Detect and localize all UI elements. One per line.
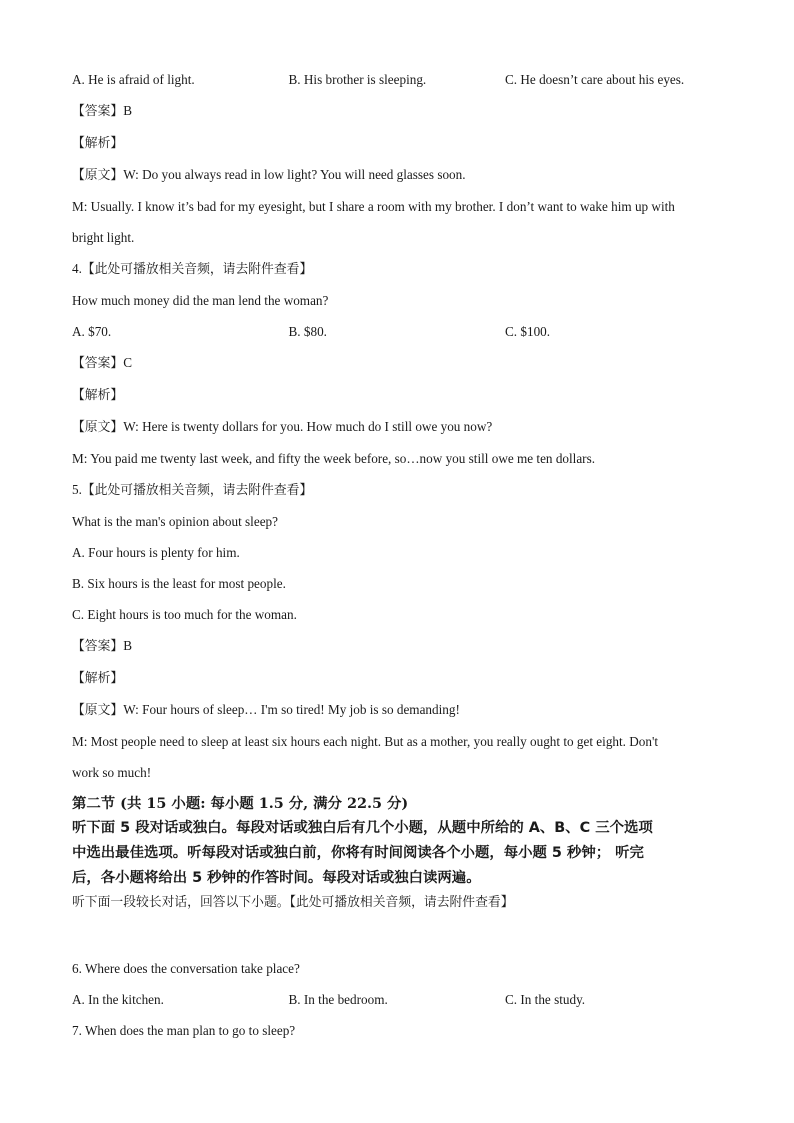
transcript-text: W: Four hours of sleep… I'm so tired! My job is so demanding!	[123, 702, 460, 717]
analysis-label: 【解析】	[72, 671, 124, 686]
q3-transcript-line: bright light.	[72, 230, 135, 245]
q3-options	[72, 64, 732, 95]
q5-transcript-line: M: Most people need to sleep at least six hours each night. But as a mother, you really ought to get eight. Don't	[72, 734, 659, 749]
section-instruction-line: 听下面 5 段对话或独白。每段对话或独白后有几个小题，从题中所给的 A、B、C 三个选项	[72, 820, 653, 836]
q5-transcript-line: work so much!	[72, 765, 152, 780]
q5-question: What is the man's opinion about sleep?	[72, 514, 279, 529]
q4-options	[72, 316, 732, 347]
q4-option-a: A. $70.	[72, 324, 112, 339]
answer-label: 【答案】	[72, 104, 124, 119]
q5-answer	[72, 630, 732, 662]
q6-option-c: C. In the study.	[505, 992, 586, 1007]
q3-answer	[72, 95, 732, 127]
q4-question: How much money did the man lend the woman?	[72, 293, 329, 308]
q3-transcript-line: M: Usually. I know it’s bad for my eyesight, but I share a room with my brother. I don’t want to wake him up with	[72, 199, 675, 214]
section-instruction-line: 中选出最佳选项。听每段对话或独白前，你将有时间阅读各个小题，每小题 5 秒钟； 听完	[72, 845, 644, 861]
section-instruction-line: 后，各小题将给出 5 秒钟的作答时间。每段对话或独白读两遍。	[72, 870, 481, 886]
q3-analysis	[72, 127, 732, 159]
transcript-text: W: Do you always read in low light? You will need glasses soon.	[123, 167, 466, 182]
transcript-label: 【原文】	[72, 420, 124, 435]
answer-value: C	[123, 355, 132, 370]
q5-option-b: B. Six hours is the least for most people.	[72, 576, 286, 591]
answer-label: 【答案】	[72, 356, 124, 371]
q5-option-a: A. Four hours is plenty for him.	[72, 545, 240, 560]
q3-option-c: C. He doesn’t care about his eyes.	[505, 72, 685, 87]
q4-option-c: C. $100.	[505, 324, 551, 339]
q4-transcript-line	[72, 411, 732, 443]
q4-transcript-line: M: You paid me twenty last week, and fifty the week before, so…now you still owe me ten dollars.	[72, 451, 596, 466]
q4-option-b: B. $80.	[288, 324, 327, 339]
transcript-label: 【原文】	[72, 168, 124, 183]
question-number: 5.	[72, 482, 82, 497]
q6-question: 6. Where does the conversation take place?	[72, 961, 300, 976]
audio-note: 【此处可播放相关音频，请去附件查看】	[81, 483, 313, 498]
document-page	[72, 64, 732, 1046]
q5-header	[72, 474, 732, 506]
analysis-label: 【解析】	[72, 388, 124, 403]
q5-analysis	[72, 662, 732, 694]
question-number: 4.	[72, 261, 82, 276]
analysis-label: 【解析】	[72, 136, 124, 151]
q3-option-a: A. He is afraid of light.	[72, 72, 195, 87]
section-heading: 第二节 (共 15 小题: 每小题 1.5 分, 满分 22.5 分)	[72, 795, 409, 812]
listening-note: 听下面一段较长对话，回答以下小题。【此处可播放相关音频，请去附件查看】	[72, 895, 514, 910]
q6-option-b: B. In the bedroom.	[288, 992, 388, 1007]
q5-transcript-line	[72, 694, 732, 726]
q7-question: 7. When does the man plan to go to sleep?	[72, 1023, 296, 1038]
spacer	[72, 915, 732, 953]
q4-analysis	[72, 379, 732, 411]
q4-answer	[72, 347, 732, 379]
audio-note: 【此处可播放相关音频，请去附件查看】	[81, 262, 313, 277]
q4-header	[72, 253, 732, 285]
q3-option-b: B. His brother is sleeping.	[288, 72, 427, 87]
q5-option-c: C. Eight hours is too much for the woman.	[72, 607, 297, 622]
answer-value: B	[123, 103, 132, 118]
transcript-text: W: Here is twenty dollars for you. How much do I still owe you now?	[123, 419, 493, 434]
q3-transcript-line	[72, 159, 732, 191]
transcript-label: 【原文】	[72, 703, 124, 718]
answer-label: 【答案】	[72, 639, 124, 654]
q6-options	[72, 984, 732, 1015]
q6-option-a: A. In the kitchen.	[72, 992, 164, 1007]
answer-value: B	[123, 638, 132, 653]
